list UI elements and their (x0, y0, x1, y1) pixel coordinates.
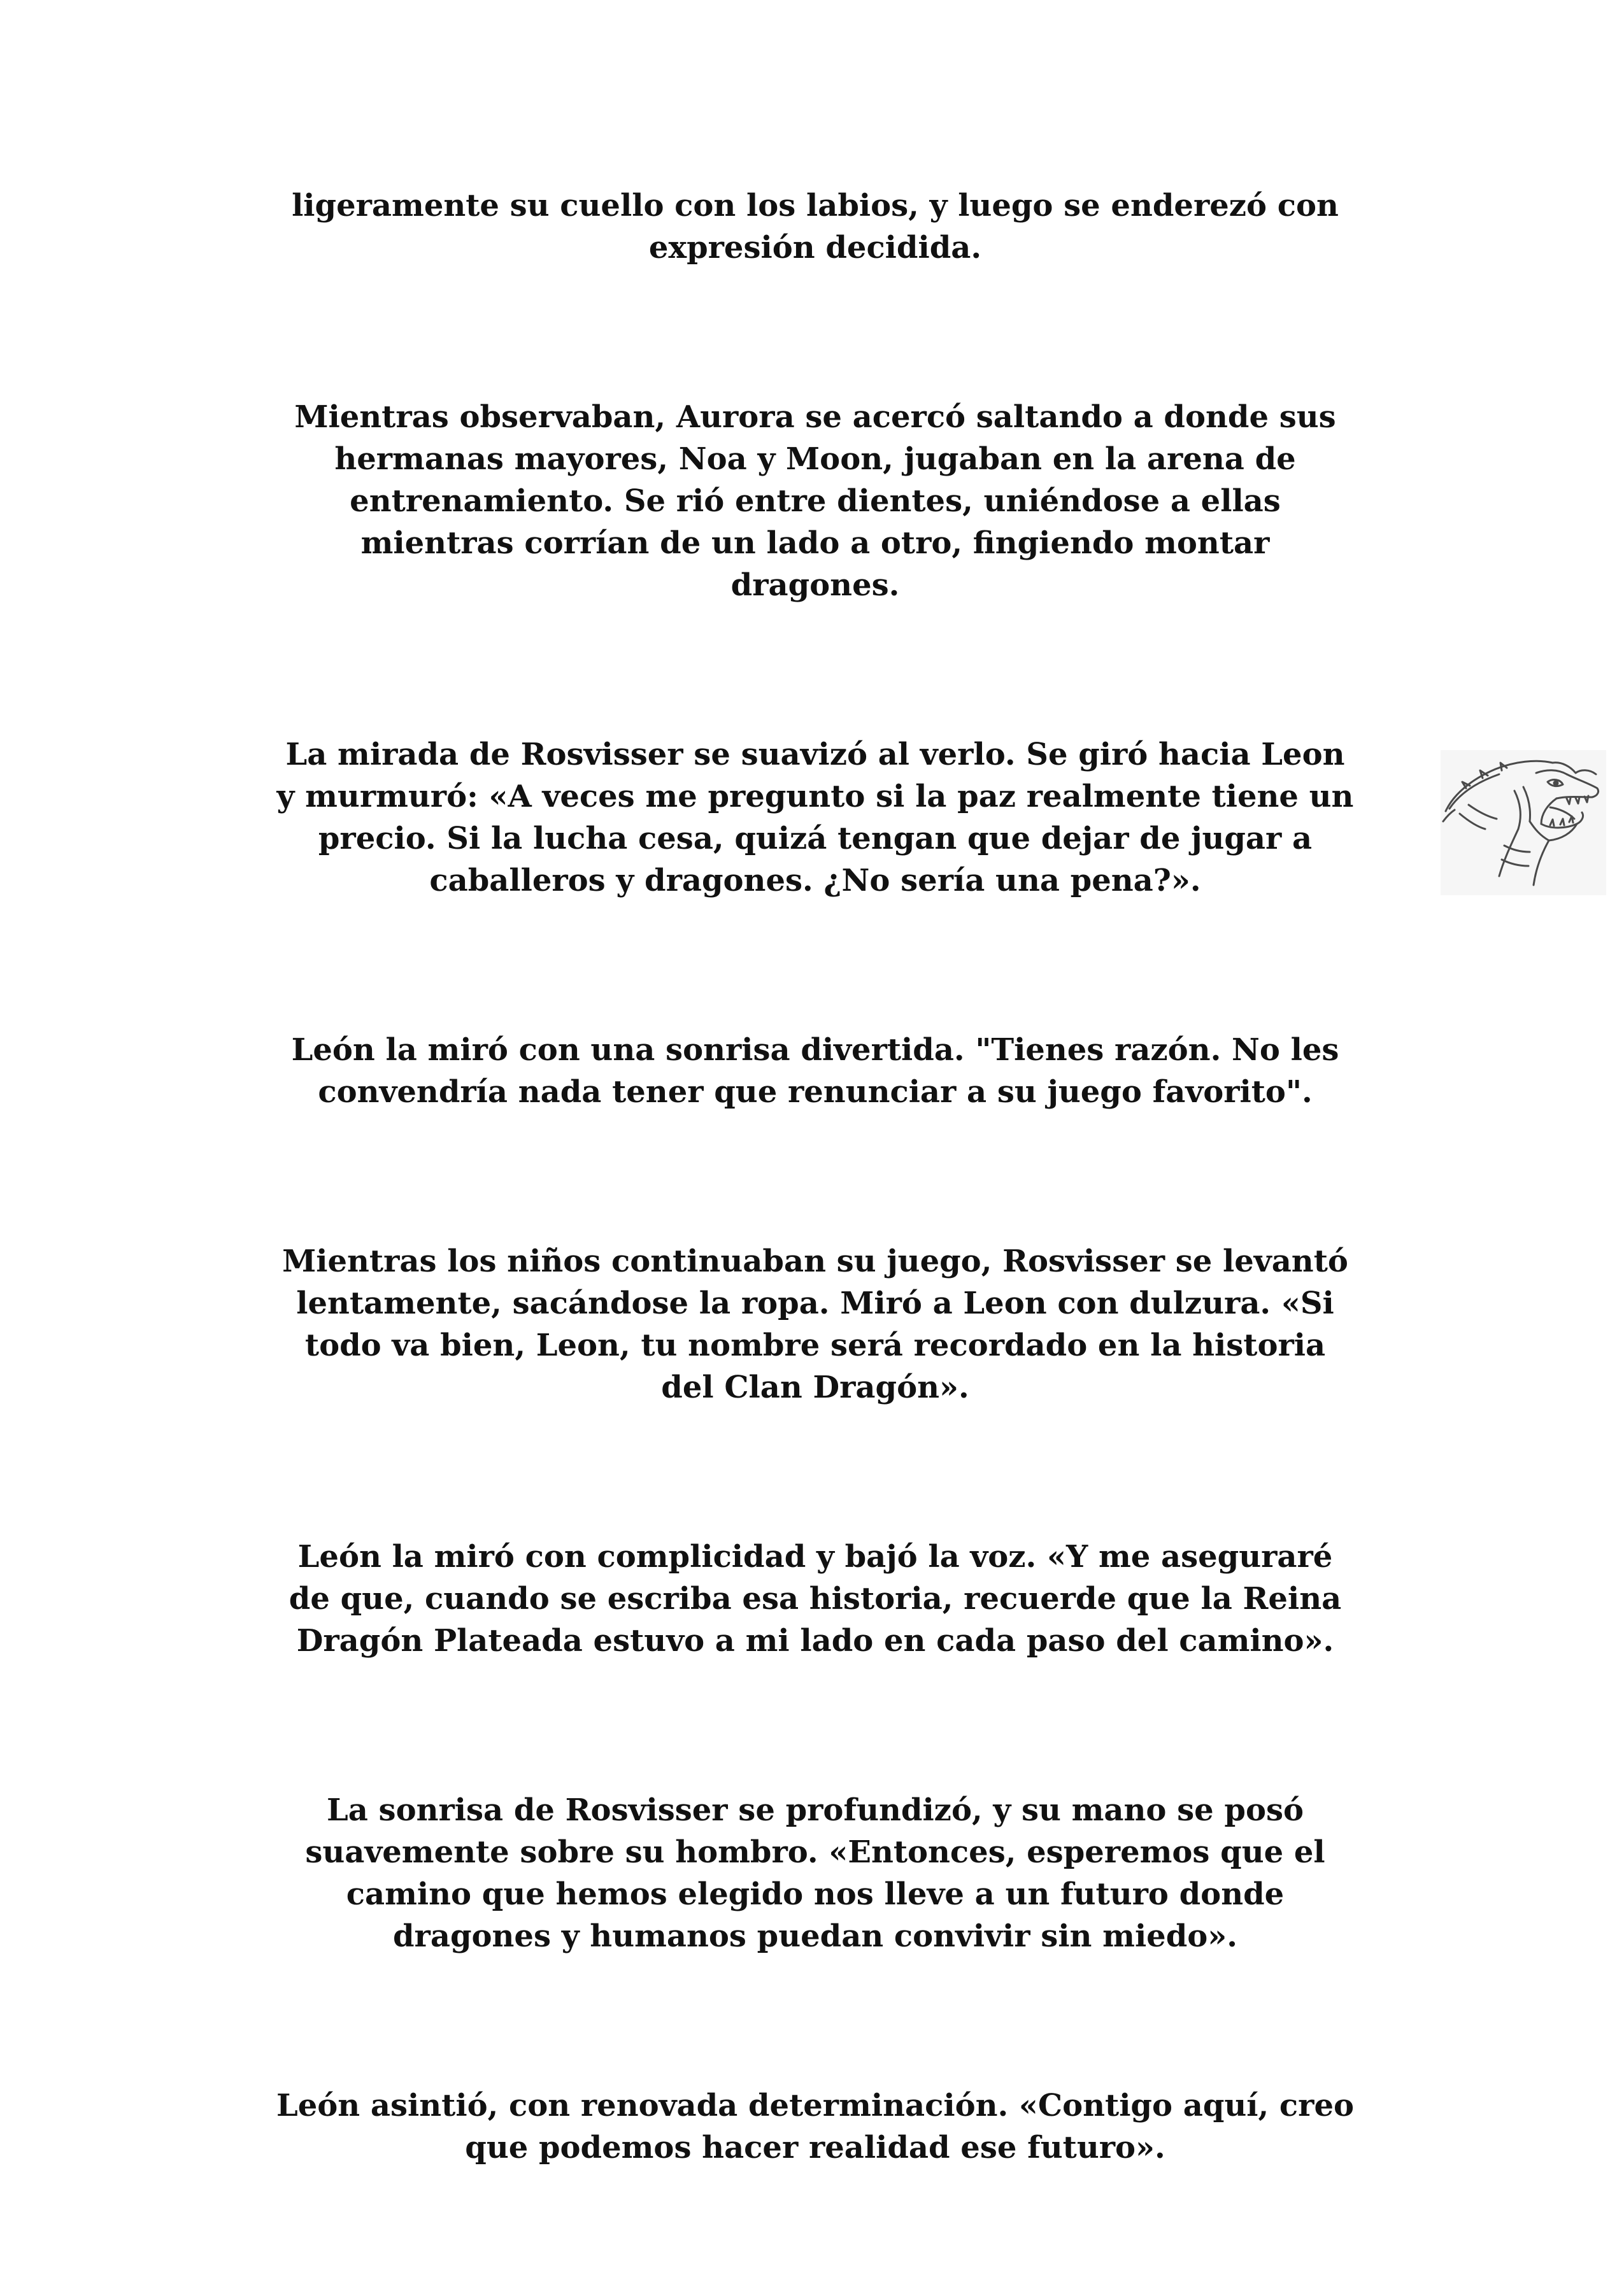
dragon-head-sketch-icon (1441, 750, 1606, 895)
paragraph-line: suavemente sobre su hombro. «Entonces, esperemos que el (305, 1834, 1325, 1870)
paragraph-line: todo va bien, Leon, tu nombre será recordado en la historia (304, 1328, 1326, 1363)
paragraph-4 (217, 1029, 1414, 1113)
paragraph-line: y murmuró: «A veces me pregunto si la paz realmente tiene un (276, 779, 1354, 814)
paragraph-line: expresión decidida. (648, 230, 982, 266)
paragraph-line: León la miró con complicidad y bajó la voz. «Y me aseguraré (297, 1539, 1333, 1575)
paragraph-line: de que, cuando se escriba esa historia, recuerde que la Reina (288, 1581, 1342, 1617)
paragraph-line: lentamente, sacándose la ropa. Miró a Leon con dulzura. «Si (296, 1286, 1334, 1321)
paragraph-line: ligeramente su cuello con los labios, y luego se enderezó con (292, 188, 1339, 223)
paragraph-line: León la miró con una sonrisa divertida. "Tienes razón. No les (291, 1032, 1339, 1068)
paragraph-line: caballeros y dragones. ¿No sería una pena?». (429, 863, 1201, 898)
paragraph-8 (217, 2085, 1414, 2169)
paragraph-line: hermanas mayores, Noa y Moon, jugaban en la arena de (334, 441, 1296, 477)
paragraph-line: que podemos hacer realidad ese futuro». (465, 2130, 1165, 2165)
paragraph-line: Mientras observaban, Aurora se acercó saltando a donde sus (294, 399, 1336, 435)
paragraph-line: entrenamiento. Se rió entre dientes, uniéndose a ellas (350, 483, 1281, 519)
paragraph-line: del Clan Dragón». (661, 1370, 969, 1405)
paragraph-line: convendría nada tener que renunciar a su juego favorito". (318, 1074, 1313, 1110)
paragraph-3 (217, 733, 1414, 902)
paragraph-2 (217, 396, 1414, 606)
dragon-illustration (1441, 750, 1606, 895)
paragraph-6 (217, 1536, 1414, 1662)
paragraph-line: dragones y humanos puedan convivir sin miedo». (392, 1918, 1238, 1954)
paragraph-line: precio. Si la lucha cesa, quizá tengan que dejar de jugar a (318, 821, 1313, 856)
paragraph-line: Dragón Plateada estuvo a mi lado en cada paso del camino». (296, 1623, 1334, 1659)
paragraph-line: La mirada de Rosvisser se suavizó al verlo. Se giró hacia Leon (285, 737, 1345, 772)
paragraph-5 (217, 1240, 1414, 1408)
paragraph-7 (217, 1789, 1414, 1957)
paragraph-line: dragones. (730, 567, 900, 603)
paragraph-1 (217, 185, 1414, 269)
paragraph-line: La sonrisa de Rosvisser se profundizó, y su mano se posó (326, 1792, 1304, 1828)
paragraph-line: León asintió, con renovada determinación. «Contigo aquí, creo (276, 2088, 1354, 2123)
paragraph-line: camino que hemos elegido nos lleve a un futuro donde (346, 1876, 1285, 1912)
paragraph-line: Mientras los niños continuaban su juego, Rosvisser se levantó (282, 1244, 1348, 1279)
story-text (217, 185, 1414, 2296)
paragraph-line: mientras corrían de un lado a otro, fingiendo montar (360, 525, 1270, 561)
